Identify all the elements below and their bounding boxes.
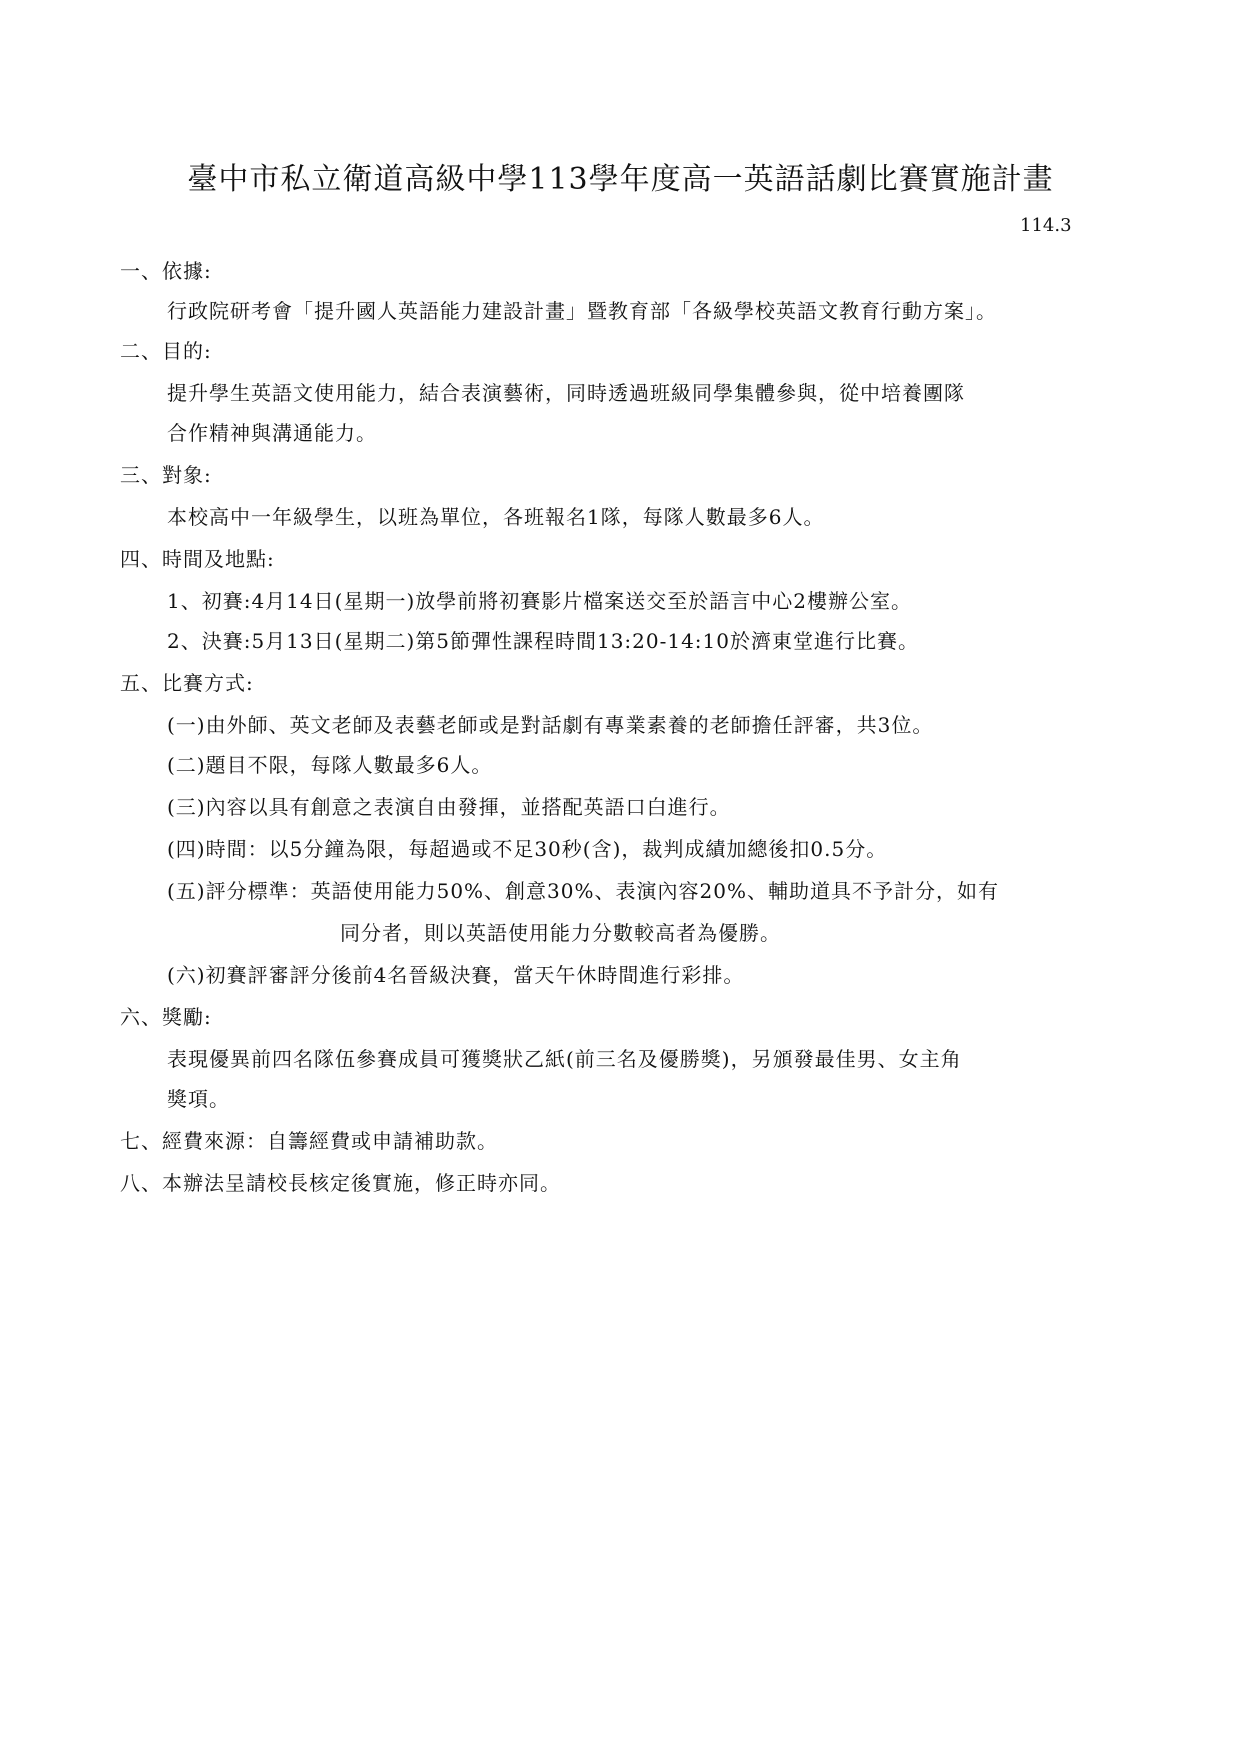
section-5-item1: (一)由外師、英文老師及表藝老師或是對話劇有專業素養的老師擔任評審，共3位。 (167, 713, 934, 737)
section-5-heading: 五、比賽方式: (120, 671, 254, 695)
section-5-item6: (六)初賽評審評分後前4名晉級決賽，當天午休時間進行彩排。 (167, 963, 745, 987)
section-6-heading: 六、獎勵: (120, 1005, 212, 1029)
document-date: 114.3 (1020, 215, 1072, 236)
section-3-heading: 三、對象: (120, 463, 212, 487)
section-4-heading: 四、時間及地點: (120, 547, 275, 571)
section-5-item2: (二)題目不限，每隊人數最多6人。 (167, 753, 493, 777)
section-2-heading: 二、目的: (120, 339, 212, 363)
section-1-heading: 一、依據: (120, 259, 212, 283)
section-3-body: 本校高中一年級學生，以班為單位，各班報名1隊，每隊人數最多6人。 (167, 505, 825, 529)
section-4-item2: 2、決賽:5月13日(星期二)第5節彈性課程時間13:20-14:10於濟東堂進行比賽。 (167, 629, 919, 653)
section-4-item1: 1、初賽:4月14日(星期一)放學前將初賽影片檔案送交至於語言中心2樓辦公室。 (167, 589, 912, 613)
section-7-text: 七、經費來源：自籌經費或申請補助款。 (120, 1129, 498, 1153)
section-8-text: 八、本辦法呈請校長核定後實施，修正時亦同。 (120, 1171, 561, 1195)
section-2-body-line1: 提升學生英語文使用能力，結合表演藝術，同時透過班級同學集體參與，從中培養團隊 (167, 381, 965, 405)
section-5-item5-line1: (五)評分標準：英語使用能力50%、創意30%、表演內容20%、輔助道具不予計分，如有 (167, 879, 999, 903)
section-5-item5-line2: 同分者，則以英語使用能力分數較高者為優勝。 (340, 921, 781, 945)
section-6-body-line1: 表現優異前四名隊伍參賽成員可獲獎狀乙紙(前三名及優勝獎)，另頒發最佳男、女主角 (167, 1047, 962, 1071)
section-5-item3: (三)內容以具有創意之表演自由發揮，並搭配英語口白進行。 (167, 795, 731, 819)
section-2-body-line2: 合作精神與溝通能力。 (167, 421, 377, 445)
section-5-item4: (四)時間：以5分鐘為限，每超過或不足30秒(含)，裁判成績加總後扣0.5分。 (167, 837, 888, 861)
document-title: 臺中市私立衛道高級中學113學年度高一英語話劇比賽實施計畫 (187, 162, 1054, 197)
section-6-body-line2: 獎項。 (167, 1087, 230, 1111)
section-1-body: 行政院研考會「提升國人英語能力建設計畫」暨教育部「各級學校英語文教育行動方案」。 (167, 299, 997, 323)
